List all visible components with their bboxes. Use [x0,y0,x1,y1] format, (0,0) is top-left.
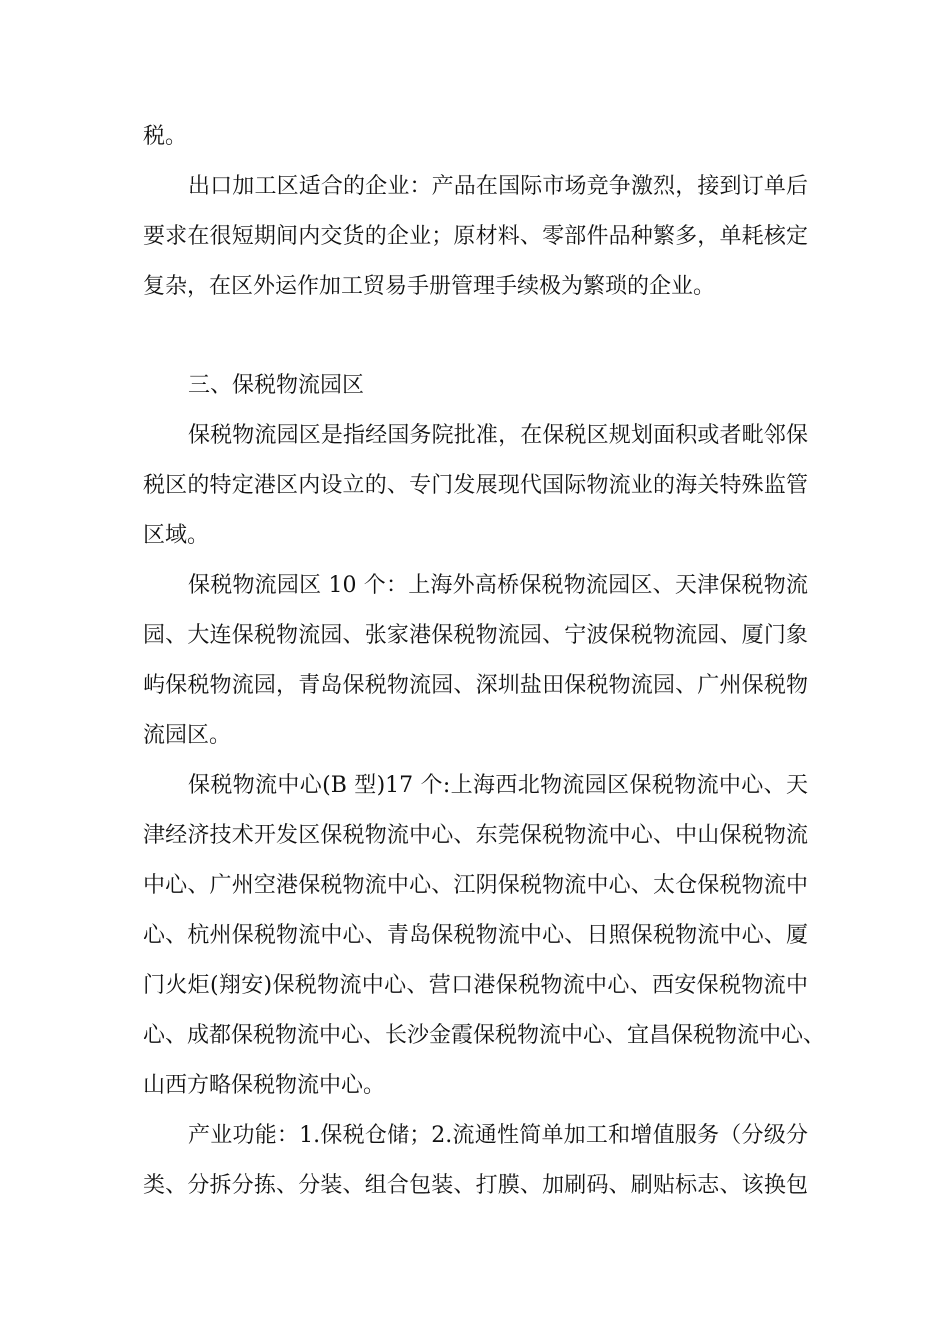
text-line: 要求在很短期间内交货的企业；原材料、零部件品种繁多，单耗核定 [143,224,808,249]
text-line: 保税物流园区是指经国务院批准，在保税区规划面积或者毗邻保 [188,423,808,448]
text-line: 心、杭州保税物流中心、青岛保税物流中心、日照保税物流中心、厦 [143,923,808,948]
text-line: 产业功能：1.保税仓储；2.流通性简单加工和增值服务（分级分 [188,1123,808,1148]
heading-text: 三、保税物流园区 [188,373,365,398]
text-line: 津经济技术开发区保税物流中心、东莞保税物流中心、中山保税物流 [143,823,808,848]
text-line: 心、成都保税物流中心、长沙金霞保税物流中心、宜昌保税物流中心、 [143,1023,826,1048]
text-line: 园、大连保税物流园、张家港保税物流园、宁波保税物流园、厦门象 [143,623,808,648]
text-line: 复杂，在区外运作加工贸易手册管理手续极为繁琐的企业。 [143,274,716,299]
text-line: 山西方略保税物流中心。 [143,1073,386,1098]
text-line: 税。 [143,124,188,149]
text-line: 屿保税物流园，青岛保税物流园、深圳盐田保税物流园、广州保税物 [143,673,808,698]
text-line: 保税物流园区 10 个：上海外高桥保税物流园区、天津保税物流 [188,573,808,598]
text-line: 税区的特定港区内设立的、专门发展现代国际物流业的海关特殊监管 [143,473,808,498]
text-line: 保税物流中心(B 型)17 个:上海西北物流园区保税物流中心、天 [188,773,808,798]
text-line: 区域。 [143,523,210,548]
text-line: 出口加工区适合的企业：产品在国际市场竞争激烈，接到订单后 [188,174,808,199]
text-line: 门火炬(翔安)保税物流中心、营口港保税物流中心、西安保税物流中 [143,973,808,998]
text-line: 流园区。 [143,723,232,748]
text-line: 中心、广州空港保税物流中心、江阴保税物流中心、太仓保税物流中 [143,873,808,898]
text-line: 类、分拆分拣、分装、组合包装、打膜、加刷码、刷贴标志、该换包 [143,1173,808,1198]
